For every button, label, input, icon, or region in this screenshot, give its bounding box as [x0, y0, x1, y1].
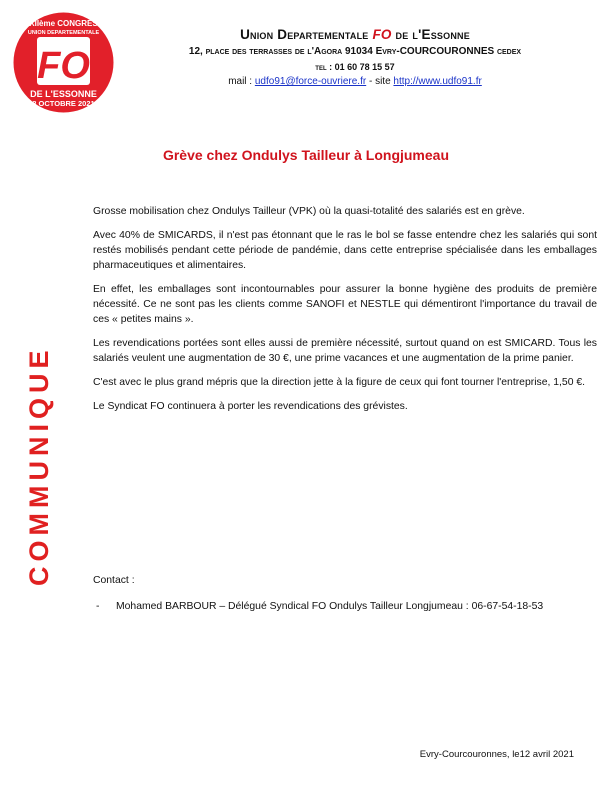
communique-label: COMMUNIQUE: [24, 345, 54, 586]
contact-detail: Mohamed BARBOUR – Délégué Syndical FO Ondulys Tailleur Longjumeau : 06-67-54-18-53: [116, 601, 544, 612]
logo-fo-mark: FO: [37, 45, 90, 87]
org-title-post: de l'Essonne: [391, 27, 470, 42]
fo-essonne-logo: [13, 12, 114, 113]
letterhead: [120, 26, 590, 88]
list-dash: -: [96, 601, 100, 612]
email-link[interactable]: udfo91@force-ouvriere.fr: [254, 76, 367, 87]
site-link[interactable]: http://www.udfo91.fr: [393, 76, 482, 87]
paragraph: En effet, les emballages sont incontournables pour assurer la bonne hygiène des produits de première nécessité. Ce ne sont pas les clients comme SANOFI et NESTLE qui démentiront l'importance du travail de ces « petites mains ».: [93, 284, 597, 325]
contact-item: [96, 599, 543, 614]
contact-label: Contact :: [93, 575, 135, 586]
logo-congres-text: XIIème CONGRES: [29, 19, 98, 28]
fo-logo-badge: [13, 12, 114, 113]
document-title: Grève chez Ondulys Tailleur à Longjumeau: [162, 147, 450, 163]
telephone: tel : 01 60 78 15 57: [315, 62, 395, 72]
date-line: Evry-Courcouronnes, le12 avril 2021: [419, 749, 574, 760]
paragraph: Les revendications portées sont elles aussi de première nécessité, surtout quand on est SMICARD. Tous les salariés veulent une augmentation de 30 €, une prime vacances et une augmentation de la prime panier.: [93, 338, 597, 364]
mail-label: mail :: [228, 76, 255, 87]
paragraph: Avec 40% de SMICARDS, il n'est pas étonnant que le ras le bol se fasse entendre chez les salariés qui sont restés mobilisés pendant cette période de pandémie, dans cette entreprise spécialisée dans les emballages pharmaceutiques et alimentaires.: [93, 230, 597, 271]
paragraph: Grosse mobilisation chez Ondulys Tailleur (VPK) où la quasi-totalité des salariés est en grève.: [93, 206, 525, 217]
body-text: [93, 204, 597, 423]
postal-address: 12, place des terrasses de l'Agora 91034 Evry-COURCOURONNES cedex: [188, 46, 522, 57]
paragraph: C'est avec le plus grand mépris que la direction jette à la figure de ceux qui font tourner l'entreprise, 1,50 €.: [93, 377, 586, 388]
logo-date-text: 8 OCTOBRE 2021: [32, 99, 95, 108]
org-title-pre: Union Departementale: [240, 27, 373, 42]
paragraph: Le Syndicat FO continuera à porter les revendications des grévistes.: [93, 401, 408, 412]
site-label: - site: [366, 76, 394, 87]
contact-line: [120, 75, 590, 88]
org-title-fo: FO: [372, 27, 392, 42]
logo-union-text: UNION DEPARTEMENTALE: [27, 30, 100, 36]
logo-essonne-text: DE L'ESSONNE: [30, 89, 97, 99]
org-title: [120, 26, 590, 43]
